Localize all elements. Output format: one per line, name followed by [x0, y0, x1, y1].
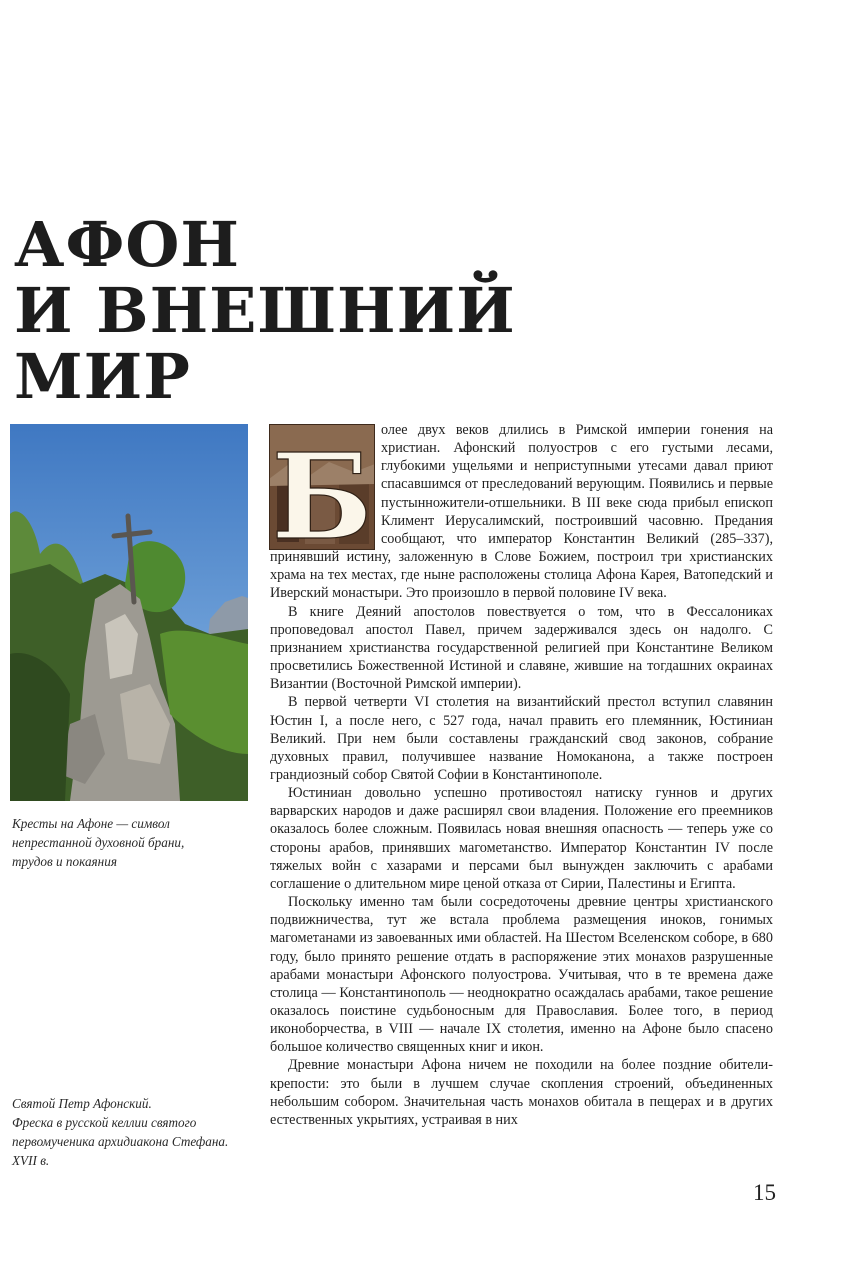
article-paragraph-3: В первой четверти VI столетия на византийский престол вступил славянин Юстин I, а после него, с 527 года, начал править его племянник, Юстиниан Великий. При нем были составлены гражданский свод законов, собрание духовных правил, получившее название Номоканона, а также построен грандиозный собор Святой Софии в Константинополе.	[270, 694, 773, 783]
photo-caption-line-1: Кресты на Афоне — символ	[12, 816, 170, 831]
title-line-1: АФОН	[14, 208, 240, 281]
page-number: 15	[753, 1180, 776, 1205]
fresco-caption-line-2: Фреска в русской келлии святого	[12, 1115, 197, 1130]
photo-caption-line-3: трудов и покаяния	[12, 854, 117, 869]
photo-caption-line-2: непрестанной духовной брани,	[12, 835, 185, 850]
article-paragraph-5: Поскольку именно там были сосредоточены древние центры христианского подвижничества, тут же встала проблема размещения иноков, гонимых магометанами из завоеванных ими областей. На Шестом Вселенском соборе, в 680 году, было принято решение отдать в распоряжение этих монахов разрушенные арабами монастыри Афонского полуострова. Учитывая, что в те времена даже столица — Константинополь — неоднократно осаждалась арабами, такое решение оказалось поистине судьбоносным для Православия. Более того, в период иконоборчества, в VIII — начале IX столетия, именно на Афоне было спасено большое количество священных книг и икон.	[270, 894, 773, 1056]
cross-photo	[10, 424, 248, 801]
article-paragraph-2: В книге Деяний апостолов повествуется о том, что в Фессалониках проповедовал апостол Павел, причем задерживался здесь он надолго. С признанием христианства государственной религией при Константине Великом просветились Божественной Истиной и славяне, жившие на тогдашних окраинах Византии (Восточной Римской империи).	[270, 603, 773, 693]
article-paragraph-6: Древние монастыри Афона ничем не походили на более поздние обители-крепости: это были в лучшем случае скопления строений, объединенных небольшим собором. Значительная часть монахов обитала в пещерах и в других естественных укрытиях, устраивая в них	[270, 1057, 773, 1128]
article-paragraph-1: олее двух веков длились в Римской империи гонения на христиан. Афонский полуостров с его густыми лесами, глубокими ущельями и неприступными утесами давал приют спасавшимся от преследований верующим. Появились и первые пустынножители-отшельники. В III веке сюда прибыл епископ Климент Иерусалимский, построивший часовню. Предания сообщают, что император Константин Великий (285–337), принявший истину, заложенную в Слове Божием, построил три христианских храма на тех местах, где ныне расположены столица Афона Карея, Ватопедский и Иверский монастыри. Это произошло в первой половине IV века.	[270, 422, 773, 602]
title-line-3: МИР	[14, 340, 191, 413]
cross-on-rocks-image	[10, 424, 248, 801]
title-line-2: И ВНЕШНИЙ	[14, 274, 516, 347]
drop-cap-spacer	[270, 421, 377, 546]
fresco-caption-line-1: Святой Петр Афонский.	[12, 1096, 152, 1111]
fresco-caption	[12, 1094, 252, 1170]
article-body	[270, 421, 773, 1166]
chapter-title	[14, 208, 574, 413]
photo-caption	[12, 814, 252, 871]
fresco-caption-line-3: первомученика архидиакона Стефана.	[12, 1134, 229, 1149]
article-paragraph-4: Юстиниан довольно успешно противостоял натиску гуннов и других варварских народов и даже расширял свои владения. Положение его преемников оказалось более сложным. Появилась новая внешняя опасность — теперь уже со стороны арабов, принявших магометанство. Император Константин IV после тяжелых войн с хазарами и персами был вынужден заключить с арабами соглашение о длительном мире ценой отказа от Сирии, Палестины и Египта.	[270, 785, 773, 892]
drop-cap-letter: Б	[271, 427, 373, 550]
fresco-caption-line-4: XVII в.	[12, 1153, 50, 1168]
